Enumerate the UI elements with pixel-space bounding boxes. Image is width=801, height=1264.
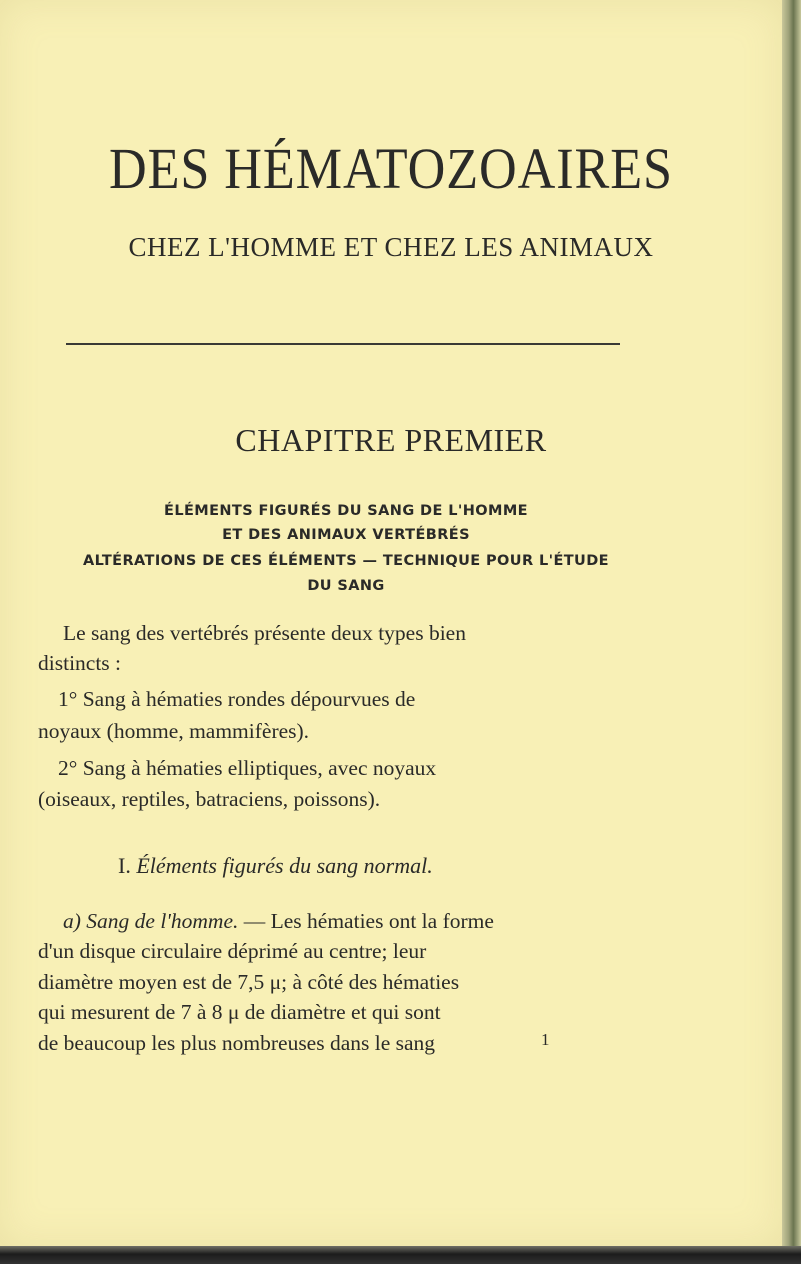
chapter-summary-line: ET DES ANIMAUX VERTÉBRÉS xyxy=(222,527,470,543)
subsection-line xyxy=(63,911,494,933)
text-line: (oiseaux, reptiles, batraciens, poissons). xyxy=(38,787,381,811)
page-title: DES HÉMATOZOAIRES xyxy=(109,136,673,201)
book-spine-edge xyxy=(782,0,801,1264)
chapter-summary-line: DU SANG xyxy=(307,578,385,594)
chapter-summary-line: ALTÉRATIONS DE CES ÉLÉMENTS — TECHNIQUE POUR L'ÉTUDE xyxy=(83,553,609,569)
section-number: I. xyxy=(118,853,131,878)
text-line: qui mesurent de 7 à 8 μ de diamètre et qui sont xyxy=(38,1000,441,1024)
text-line: distincts : xyxy=(38,651,122,675)
title-rule xyxy=(66,343,620,345)
page-bottom-edge xyxy=(0,1246,801,1264)
text-line: Le sang des vertébrés présente deux types bien xyxy=(63,621,466,645)
subsection-label: a) Sang de l'homme. xyxy=(63,909,239,933)
text-line: noyaux (homme, mammifères). xyxy=(38,719,310,743)
text-line: 2° Sang à hématies elliptiques, avec noyaux xyxy=(58,756,437,780)
text-line: diamètre moyen est de 7,5 μ; à côté des hématies xyxy=(38,970,460,994)
chapter-summary-line: ÉLÉMENTS FIGURÉS DU SANG DE L'HOMME xyxy=(164,503,528,519)
page-subtitle: CHEZ L'HOMME ET CHEZ LES ANIMAUX xyxy=(128,232,654,262)
text-line: d'un disque circulaire déprimé au centre; leur xyxy=(38,939,427,963)
page-number: 1 xyxy=(541,1030,550,1049)
section-title: Éléments figurés du sang normal. xyxy=(136,853,433,878)
text-line: 1° Sang à hématies rondes dépourvues de xyxy=(58,687,416,711)
text-line: de beaucoup les plus nombreuses dans le sang xyxy=(38,1031,436,1055)
chapter-heading: CHAPITRE PREMIER xyxy=(235,422,547,458)
subsection-text: — Les hématies ont la forme xyxy=(238,909,494,933)
section-heading xyxy=(118,855,433,877)
